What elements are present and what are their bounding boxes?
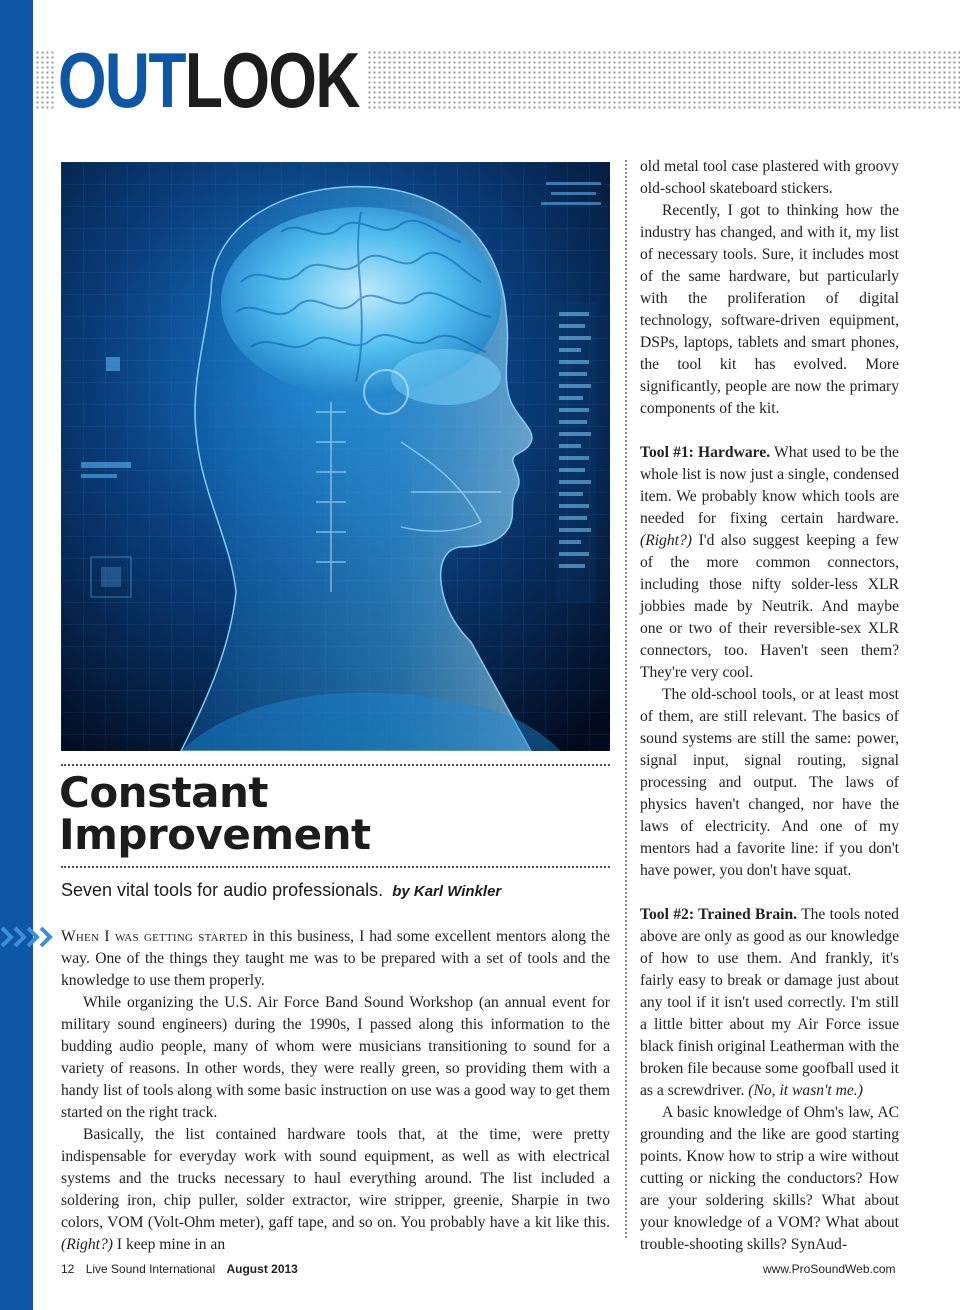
- aside-italic: (No, it wasn't me.): [748, 1082, 863, 1099]
- issue-date: August 2013: [226, 1262, 298, 1276]
- chevrons-icon: [0, 924, 56, 950]
- page-number: 12: [61, 1262, 75, 1276]
- brain-xray-illustration: [61, 162, 610, 751]
- article-column-right: [640, 156, 899, 1256]
- hero-image: [61, 162, 610, 751]
- paragraph: [61, 926, 610, 992]
- publication-name: Live Sound International: [85, 1262, 216, 1276]
- aside-italic: (Right?): [640, 532, 692, 549]
- paragraph: [640, 904, 899, 1102]
- byline: by Karl Winkler: [392, 883, 502, 900]
- section-header: [33, 36, 960, 124]
- paragraph: [61, 1124, 610, 1256]
- aside-italic: (Right?): [61, 1236, 113, 1253]
- headline-line-2: Improvement: [59, 810, 371, 859]
- column-divider: [625, 160, 627, 1238]
- section-title-look: LOOK: [184, 36, 359, 124]
- headline-rule-top: [61, 764, 610, 766]
- headline-rule-bottom: [61, 866, 610, 868]
- lead-in: When I was getting started: [61, 928, 248, 945]
- paragraph: The old-school tools, or at least most of them, are still relevant. The basics of sound systems are still the same: power, signal input, signal routing, signal processing and output. The laws of physics haven't changed, nor have the laws of electricity. And one of my mentors had a favorite line: if you don't have power, you don't have squat.: [640, 686, 899, 879]
- subhead-tool-2: Tool #2: Trained Brain.: [640, 906, 798, 923]
- article-deck: [61, 880, 621, 901]
- section-title-out: OUT: [58, 36, 185, 124]
- section-title: [58, 36, 359, 124]
- paragraph: A basic knowledge of Ohm's law, AC grounding and the like are good starting points. Know how to strip a wire without cutting or nicking the conductors? How are your soldering skills? What about your knowledge of a VOM? What about trouble-shooting skills? SynAud-: [640, 1104, 899, 1253]
- website-link[interactable]: www.ProSoundWeb.com: [763, 1262, 896, 1276]
- deck-text: Seven vital tools for audio professionals.: [61, 880, 384, 900]
- headline-line-1: Constant: [59, 768, 268, 817]
- subhead-tool-1: Tool #1: Hardware.: [640, 444, 771, 461]
- paragraph-text: I keep mine in an: [112, 1236, 226, 1253]
- paragraph: old metal tool case plastered with groovy old-school skateboard stickers.: [640, 158, 899, 197]
- paragraph: [640, 442, 899, 684]
- footer-left: [61, 1262, 306, 1276]
- header-dot-pattern-left: [35, 50, 55, 110]
- paragraph-text: I'd also suggest keeping a few of the more common connectors, including those nifty solder-less XLR jobbies made by Neutrik. And maybe one or two of their reversible-sex XLR connectors, too. Haven't seen them? They're very cool.: [640, 532, 899, 681]
- article-column-left: [61, 926, 610, 1256]
- header-dot-pattern-right: [367, 50, 960, 110]
- article-headline: [59, 768, 371, 859]
- paragraph-text: The tools noted above are only as good as our knowledge of how to use them. And frankly, it's fairly easy to break or damage just about any tool if it isn't used correctly. I'm still a little bitter about my Air Force issue black finish original Leatherman with the broken file because some goofball used it as a screwdriver.: [640, 906, 899, 1099]
- paragraph-text: Basically, the list contained hardware tools that, at the time, were pretty indispensable for everyday work with sound equipment, as well as with electrical systems and the trucks necessary to haul everything around. The list included a soldering iron, chip puller, solder extractor, wire stripper, greenie, Sharpie in two colors, VOM (Volt-Ohm meter), gaff tape, and so on. You probably have a kit like this.: [61, 1126, 610, 1231]
- paragraph: Recently, I got to thinking how the industry has changed, and with it, my list of necessary tools. Sure, it includes most of the same hardware, but particularly with the proliferation of digital technology, software-driven equipment, DSPs, laptops, tablets and smart phones, the tool kit has evolved. More significantly, people are now the primary components of the kit.: [640, 202, 899, 417]
- paragraph-text: What used to be the whole list is now just a single, condensed item. We probably know which tools are needed for fixing certain hardware.: [640, 444, 899, 527]
- side-accent-bar: [0, 0, 33, 1310]
- paragraph: While organizing the U.S. Air Force Band Sound Workshop (an annual event for military sound engineers) during the 1990s, I passed along this information to the budding audio people, many of whom were musicians transitioning to sound for a variety of reasons. In other words, they were really green, so providing them with a handy list of tools along with some basic instruction on use was a good way to get them started on the right track.: [61, 994, 610, 1121]
- paragraph-text: in this business, I had some excellent mentors along the way. One of the things they taught me was to be prepared with a set of tools and the knowledge to use them properly.: [61, 928, 610, 989]
